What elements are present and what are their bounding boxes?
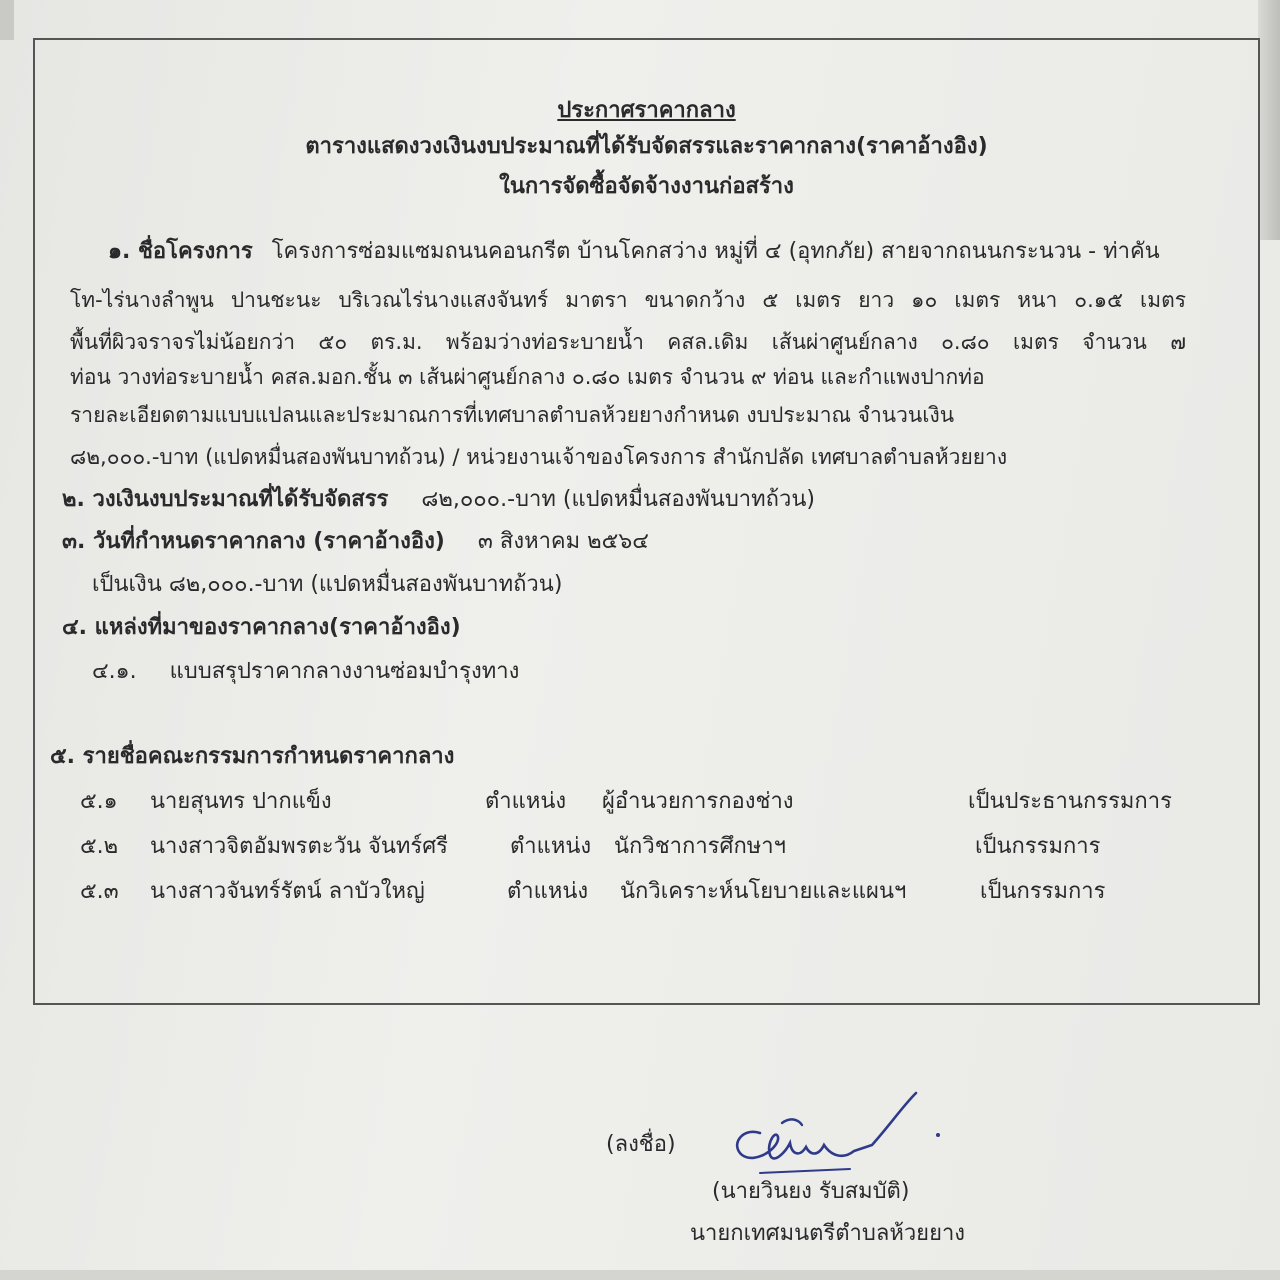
signatory-title: นายกเทศมนตรีตำบลห้วยยาง bbox=[690, 1221, 966, 1246]
committee-member-position-label: ตำแหน่ง bbox=[485, 789, 567, 814]
section1-line2: โท-ไร่นางลำพูน ปานชะนะ บริเวณไร่นางแสงจันทร์ มาตรา ขนาดกว้าง ๕ เมตร ยาว ๑๐ เมตร หนา ๐.๑๕ เมตร bbox=[70, 288, 1186, 312]
committee-member-number: ๕.๑ bbox=[80, 789, 118, 814]
section4-label: ๔. แหล่งที่มาของราคากลาง(ราคาอ้างอิง) bbox=[62, 615, 461, 640]
section3-amount: เป็นเงิน ๘๒,๐๐๐.-บาท (แปดหมื่นสองพันบาทถ้วน) bbox=[92, 572, 563, 597]
section1-line5: รายละเอียดตามแบบแปลนและประมาณการที่เทศบาลตำบลห้วยยางกำหนด งบประมาณ จำนวนเงิน bbox=[70, 403, 955, 427]
section3-date: ๓ สิงหาคม ๒๕๖๔ bbox=[477, 529, 649, 554]
section4-item-number: ๔.๑. bbox=[92, 659, 137, 684]
section1-line6: ๘๒,๐๐๐.-บาท (แปดหมื่นสองพันบาทถ้วน) / หน่วยงานเจ้าของโครงการ สำนักปลัด เทศบาลตำบลห้วยยาง bbox=[70, 445, 1008, 469]
committee-member-position: นักวิเคราะห์นโยบายและแผนฯ bbox=[620, 879, 907, 904]
committee-member-role: เป็นกรรมการ bbox=[975, 834, 1101, 859]
section1-line1: โครงการซ่อมแซมถนนคอนกรีต บ้านโคกสว่าง หมู่ที่ ๔ (อุทกภัย) สายจากถนนกระนวน - ท่าคัน bbox=[271, 239, 1160, 264]
section3-label: ๓. วันที่กำหนดราคากลาง (ราคาอ้างอิง) bbox=[62, 529, 445, 554]
page-edge bbox=[0, 0, 14, 40]
committee-member-role: เป็นประธานกรรมการ bbox=[968, 789, 1172, 814]
page-edge-bottom bbox=[0, 1270, 1280, 1280]
announcement-subtitle: ตารางแสดงวงเงินงบประมาณที่ได้รับจัดสรรและราคากลาง(ราคาอ้างอิง) bbox=[305, 134, 988, 159]
announcement-title: ประกาศราคากลาง bbox=[557, 98, 736, 123]
committee-member-position-label: ตำแหน่ง bbox=[507, 879, 589, 904]
committee-member-name: นางสาวจันทร์รัตน์ ลาบัวใหญ่ bbox=[150, 879, 425, 904]
section4-item-text: แบบสรุปราคากลางงานซ่อมบำรุงทาง bbox=[169, 659, 520, 684]
sign-label: (ลงชื่อ) bbox=[606, 1132, 676, 1157]
committee-member-position: ผู้อำนวยการกองช่าง bbox=[602, 789, 794, 814]
announcement-subtitle-2: ในการจัดซื้อจัดจ้างงานก่อสร้าง bbox=[499, 174, 794, 199]
committee-member-position-label: ตำแหน่ง bbox=[510, 834, 592, 859]
section4-item bbox=[92, 660, 519, 684]
announcement-frame bbox=[33, 38, 1260, 1005]
section1-line4: ท่อน วางท่อระบายน้ำ คสล.มอก.ชั้น ๓ เส้นผ่าศูนย์กลาง ๐.๘๐ เมตร จำนวน ๙ ท่อน และกำแพงปากท่อ bbox=[70, 365, 985, 389]
signatory-name: (นายวินยง รับสมบัติ) bbox=[712, 1179, 910, 1204]
committee-member-position: นักวิชาการศึกษาฯ bbox=[614, 834, 786, 859]
section3 bbox=[62, 530, 649, 554]
committee-member-number: ๕.๒ bbox=[80, 834, 119, 859]
committee-member-role: เป็นกรรมการ bbox=[980, 879, 1106, 904]
section5-label: ๕. รายชื่อคณะกรรมการกำหนดราคากลาง bbox=[50, 744, 455, 769]
committee-member-number: ๕.๓ bbox=[80, 879, 119, 904]
section2-value: ๘๒,๐๐๐.-บาท (แปดหมื่นสองพันบาทถ้วน) bbox=[421, 487, 815, 512]
section1-heading bbox=[108, 240, 1160, 264]
committee-member-name: นายสุนทร ปากแข็ง bbox=[150, 789, 332, 814]
committee-member-name: นางสาวจิตอัมพรตะวัน จันทร์ศรี bbox=[150, 834, 448, 859]
section1-label: ๑. ชื่อโครงการ bbox=[108, 239, 253, 264]
page-edge-shadow bbox=[1258, 0, 1280, 240]
section2 bbox=[62, 488, 815, 512]
section1-line3: พื้นที่ผิวจราจรไม่น้อยกว่า ๕๐ ตร.ม. พร้อมว่างท่อระบายน้ำ คสล.เดิม เส้นผ่าศูนย์กลาง ๐.๘๐ เมตร จำนวน ๗ bbox=[70, 330, 1186, 354]
section2-label: ๒. วงเงินงบประมาณที่ได้รับจัดสรร bbox=[62, 487, 389, 512]
